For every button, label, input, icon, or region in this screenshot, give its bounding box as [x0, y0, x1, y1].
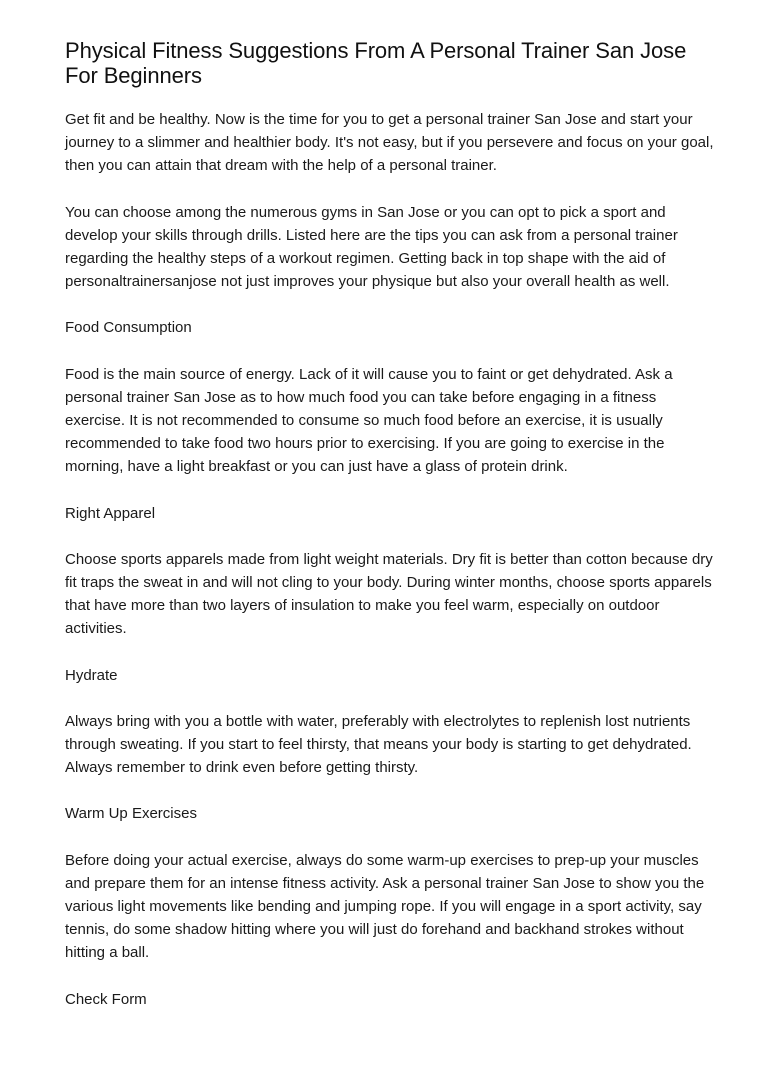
section-heading-hydrate: Hydrate: [65, 666, 118, 684]
intro-paragraph-1: Get fit and be healthy. Now is the time for you to get a personal trainer San Jose and start your journey to a slimmer and healthier body. It's not easy, but if you persevere and focus on your goal, then you can attain that dream with the help of a personal trainer.: [65, 111, 714, 175]
section-heading-food-consumption: Food Consumption: [65, 319, 192, 337]
intro-paragraph-2: You can choose among the numerous gyms in San Jose or you can opt to pick a sport and develop your skills through drills. Listed here are the tips you can ask from a personal trainer regarding the healthy steps of a workout regimen. Getting back in top shape with the aid of personaltrainersanjose not just improves your physique but also your overall health as well.: [65, 203, 678, 291]
document-title: Physical Fitness Suggestions From A Personal Trainer San Jose For Beginners: [65, 38, 687, 88]
section-body-warm-up-exercises: Before doing your actual exercise, always do some warm-up exercises to prep-up your muscles and prepare them for an intense fitness activity. Ask a personal trainer San Jose to show you the various light movements like bending and jumping rope. If you will engage in a sport activity, say tennis, do some shadow hitting where you will just do forehand and backhand strokes without hitting a ball.: [65, 851, 705, 962]
section-heading-warm-up-exercises: Warm Up Exercises: [65, 805, 197, 823]
section-body-hydrate: Always bring with you a bottle with water, preferably with electrolytes to replenish lost nutrients through sweating. If you start to feel thirsty, that means your body is starting to get dehydrated. Always remember to drink even before getting thirsty.: [65, 712, 692, 777]
section-body-right-apparel: Choose sports apparels made from light weight materials. Dry fit is better than cotton because dry fit traps the sweat in and will not cling to your body. During winter months, choose sports apparels that have more than two layers of insulation to make you feel warm, especially on outdoor activities.: [65, 550, 713, 638]
document-page: [65, 38, 715, 1034]
section-heading-right-apparel: Right Apparel: [65, 504, 156, 522]
section-heading-check-form: Check Form: [65, 990, 147, 1008]
section-body-food-consumption: Food is the main source of energy. Lack of it will cause you to faint or get dehydrated. Ask a personal trainer San Jose as to how much food you can take before engaging in a fitness exercise. It is not recommended to consume so much food before an exercise, it is usually recommended to take food two hours prior to exercising. If you are going to exercise in the morning, have a light breakfast or you can just have a glass of protein drink.: [65, 365, 673, 476]
